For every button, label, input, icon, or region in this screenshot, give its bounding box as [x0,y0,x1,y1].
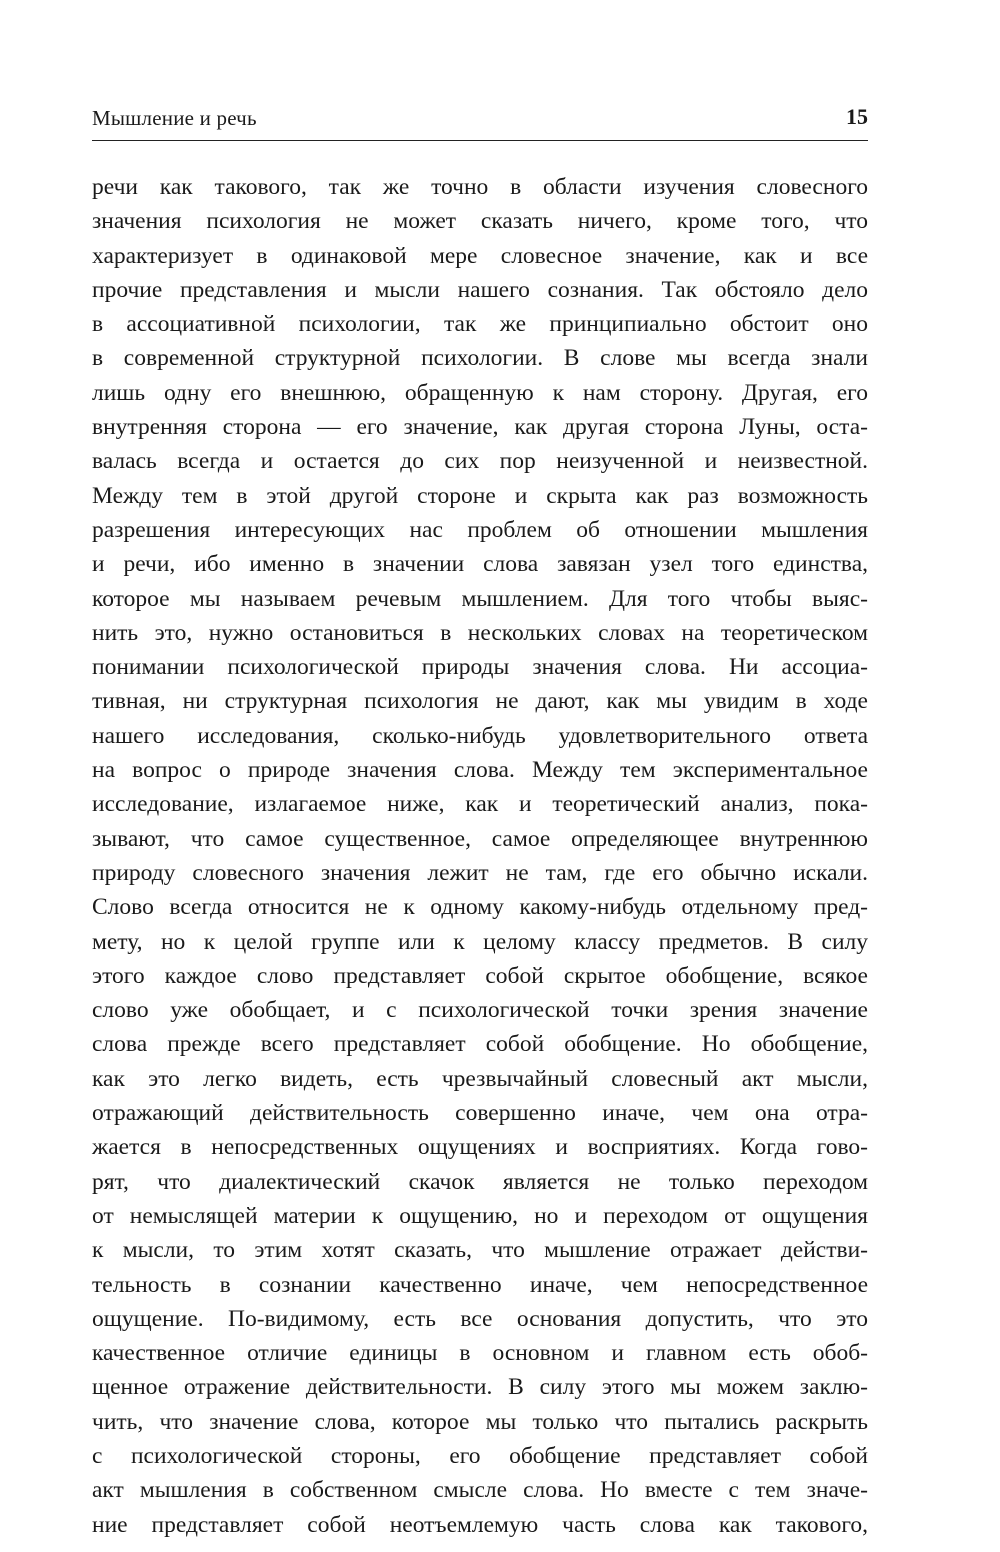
text-line: и речи, ибо именно в значении слова завязан узел того единства, [92,551,868,578]
text-line: лишь одну его внешнюю, обращенную к нам сторону. Другая, его [92,379,868,406]
text-line: понимании психологической природы значения слова. Ни ассоциа- [92,654,868,681]
text-line: как это легко видеть, есть чрезвычайный словесный акт мысли, [92,1065,868,1092]
text-line: характеризует в одинаковой мере словесное значение, как и все [92,242,868,269]
text-line: слова прежде всего представляет собой обобщение. Но обобщение, [92,1031,868,1058]
text-line: в ассоциативной психологии, так же принципиально обстоит оно [92,311,868,338]
text-line: ощущение. По-видимому, есть все основания допустить, что это [92,1305,868,1332]
text-line: тивная, ни структурная психология не дают, как мы увидим в ходе [92,688,868,715]
running-title: Мышление и речь [92,106,257,130]
body-text [92,170,868,1542]
text-line: природу словесного значения лежит не там, где его обычно искали. [92,859,868,886]
text-line: этого каждое слово представляет собой скрытое обобщение, всякое [92,962,868,989]
text-line: нашего исследования, сколько-нибудь удовлетворительного ответа [92,722,868,749]
text-line: разрешения интересующих нас проблем об отношении мышления [92,516,868,543]
text-line: ние представляет собой неотъемлемую часть слова как такового, [92,1511,868,1538]
text-line: щенное отражение действительности. В силу этого мы можем заклю- [92,1374,868,1401]
text-line: которое мы называем речевым мышлением. Для того чтобы выяс- [92,585,868,612]
text-line: в современной структурной психологии. В слове мы всегда знали [92,345,868,372]
text-line: к мысли, то этим хотят сказать, что мышление отражает действи- [92,1237,868,1264]
text-line: чить, что значение слова, которое мы только что пытались раскрыть [92,1408,868,1435]
text-line: валась всегда и остается до сих пор неизученной и неизвестной. [92,448,868,475]
text-line: Слово всегда относится не к одному какому-нибудь отдельному пред- [92,894,868,921]
text-line: внутренняя сторона — его значение, как другая сторона Луны, оста- [92,414,868,441]
text-line: рят, что диалектический скачок является не только переходом [92,1168,868,1195]
text-line: с психологической стороны, его обобщение представляет собой [92,1442,868,1469]
text-line: зывают, что самое существенное, самое определяющее внутреннюю [92,825,868,852]
text-line: значения психология не может сказать ничего, кроме того, что [92,208,868,235]
text-line: слово уже обобщает, и с психологической точки зрения значение [92,997,868,1024]
text-line: отражающий действительность совершенно иначе, чем она отра- [92,1100,868,1127]
text-line: тельность в сознании качественно иначе, чем непосредственное [92,1271,868,1298]
text-line: исследование, излагаемое ниже, как и теоретический анализ, пока- [92,791,868,818]
text-line: качественное отличие единицы в основном и главном есть обоб- [92,1340,868,1367]
text-line: акт мышления в собственном смысле слова. Но вместе с тем значе- [92,1477,868,1504]
page-number: 15 [846,104,868,129]
text-line: Между тем в этой другой стороне и скрыта как раз возможность [92,482,868,509]
text-line: речи как такового, так же точно в области изучения словесного [92,174,868,200]
text-line: на вопрос о природе значения слова. Между тем экспериментальное [92,757,868,784]
text-line: мету, но к целой группе или к целому классу предметов. В силу [92,928,868,955]
text-line: от немыслящей материи к ощущению, но и переходом от ощущения [92,1202,868,1229]
text-line: жается в непосредственных ощущениях и восприятиях. Когда гово- [92,1134,868,1161]
text-line: прочие представления и мысли нашего сознания. Так обстояло дело [92,276,868,303]
running-header [92,100,868,141]
text-line: нить это, нужно остановиться в нескольких словах на теоретическом [92,619,868,646]
